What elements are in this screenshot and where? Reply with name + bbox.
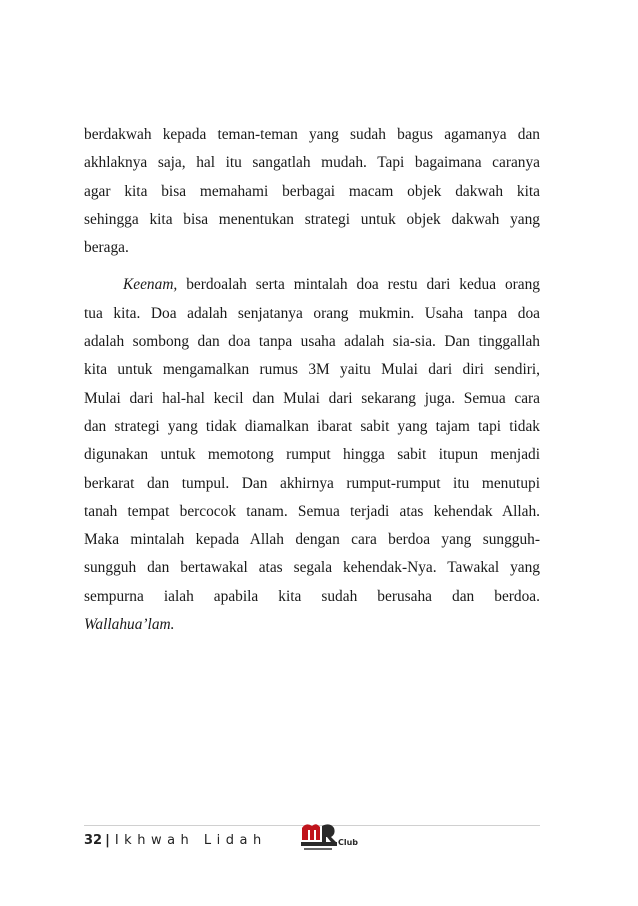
footer-text xyxy=(84,833,267,848)
paragraph-1 xyxy=(84,121,540,262)
text-line: sempurna ialah apabila kita sudah berusaha dan berdoa. xyxy=(84,587,540,605)
page-body xyxy=(84,121,540,639)
text-line: agar kita bisa memahami berbagai macam objek dakwah kita xyxy=(84,182,540,200)
text-line: Maka mintalah kepada Allah dengan cara berdoa yang sungguh- xyxy=(84,531,540,549)
club-logo-icon xyxy=(298,820,360,854)
paragraph-2 xyxy=(84,271,540,639)
text-line-first xyxy=(84,271,540,299)
book-title: Ikhwah Lidah xyxy=(114,833,267,848)
logo-mark xyxy=(302,824,320,840)
text-line: sungguh dan bertawakal atas segala kehendak-Nya. Tawakal yang xyxy=(84,559,540,577)
logo-text: Club xyxy=(338,838,359,847)
page-number: 32 xyxy=(84,833,103,848)
text-line: tanah tempat bercocok tanam. Semua terjadi atas kehendak Allah. xyxy=(84,502,540,520)
footer-separator: | xyxy=(105,833,110,848)
logo-mark xyxy=(322,824,336,842)
text-line: Mulai dari hal-hal kecil dan Mulai dari sekarang juga. Semua cara xyxy=(84,389,540,407)
text-line: sehingga kita bisa menentukan strategi untuk objek dakwah yang xyxy=(84,210,540,228)
closing-phrase: Wallahua’lam. xyxy=(84,616,175,634)
text-line: berkarat dan tumpul. Dan akhirnya rumput-rumput itu menutupi xyxy=(84,474,540,492)
text-line: akhlaknya saja, hal itu sangatlah mudah. Tapi bagaimana caranya xyxy=(84,154,540,172)
text-line: digunakan untuk memotong rumput hingga sabit itupun menjadi xyxy=(84,446,540,464)
text-line: kita untuk mengamalkan rumus 3M yaitu Mulai dari diri sendiri, xyxy=(84,361,540,379)
text-line: beraga. xyxy=(84,239,129,257)
text-line: tua kita. Doa adalah senjatanya orang mukmin. Usaha tanpa doa xyxy=(84,304,540,322)
text-line-rest: berdoalah serta mintalah doa restu dari kedua orang xyxy=(177,276,540,294)
text-line: berdakwah kepada teman-teman yang sudah bagus agamanya dan xyxy=(84,126,540,143)
page-footer xyxy=(84,825,540,865)
logo-mark xyxy=(301,842,337,846)
text-line: adalah sombong dan doa tanpa usaha adalah sia-sia. Dan tinggallah xyxy=(84,333,540,351)
text-line: dan strategi yang tidak diamalkan ibarat sabit yang tajam tapi tidak xyxy=(84,417,540,435)
paragraph-lead-word: Keenam, xyxy=(123,276,178,294)
logo-mark xyxy=(304,848,332,850)
